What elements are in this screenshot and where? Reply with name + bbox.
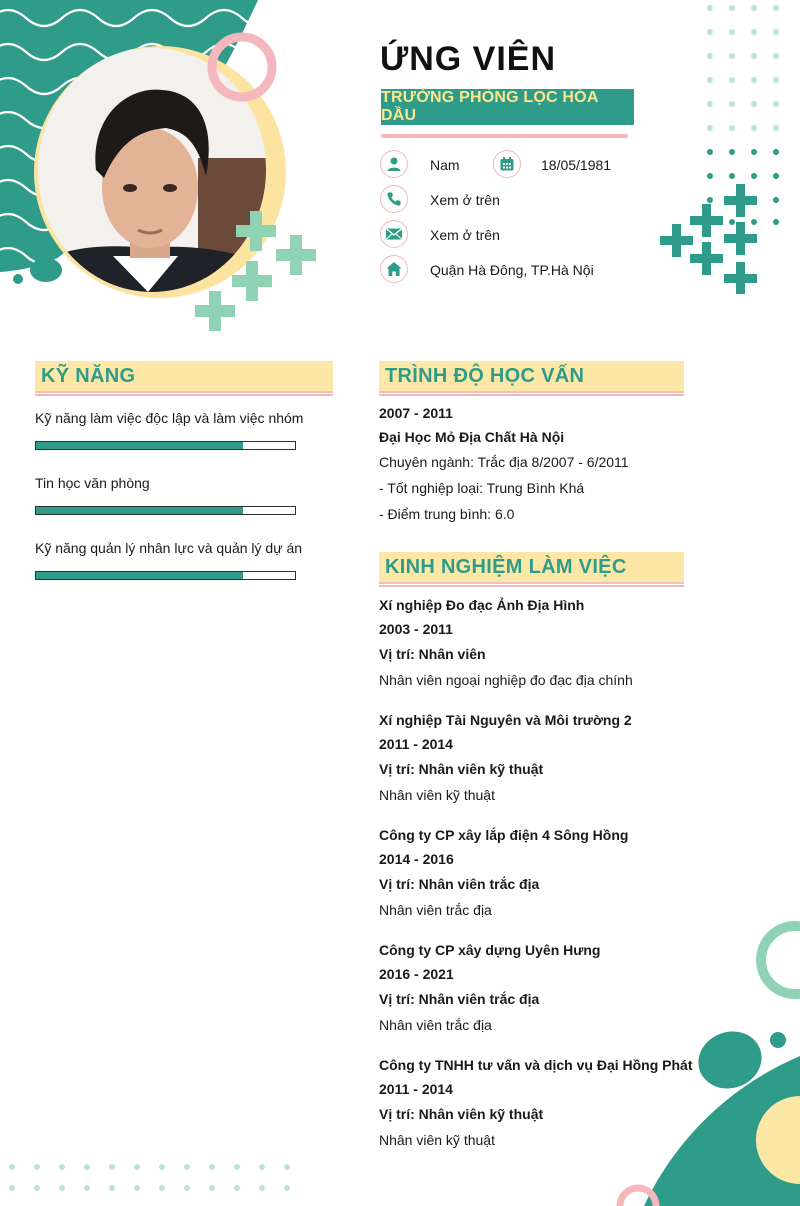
experience-title-underline (379, 585, 684, 587)
experience-position: Vị trí: Nhân viên kỹ thuật (379, 1106, 544, 1122)
skill-progress-fill (36, 442, 243, 449)
experience-company: Công ty CP xây dựng Uyên Hưng (379, 942, 601, 958)
skill-progress-bar (35, 571, 296, 580)
decor-mint-plus-group (190, 205, 335, 335)
candidate-name: ỨNG VIÊN (380, 40, 557, 78)
experience-position: Vị trí: Nhân viên kỹ thuật (379, 761, 544, 777)
email-text: Xem ở trên (430, 227, 500, 243)
decor-pink-ring (205, 30, 281, 106)
title-underline (381, 134, 628, 138)
education-title-underline (379, 394, 684, 396)
phone-icon (380, 185, 408, 213)
experience-company: Công ty CP xây lắp điện 4 Sông Hồng (379, 827, 629, 843)
experience-title: KINH NGHIỆM LÀM VIỆC (379, 552, 684, 582)
job-title: TRƯỞNG PHÒNG LỌC HÓA DẦU (381, 89, 634, 125)
decor-dots-bottom-left (0, 1155, 300, 1206)
experience-company: Xí nghiệp Đo đạc Ảnh Địa Hình (379, 597, 585, 613)
experience-position: Vị trí: Nhân viên trắc địa (379, 876, 540, 892)
skill-progress-bar (35, 441, 296, 450)
home-icon (380, 255, 408, 283)
experience-period: 2014 - 2016 (379, 851, 454, 867)
phone-text: Xem ở trên (430, 192, 500, 208)
education-title: TRÌNH ĐỘ HỌC VẤN (379, 361, 684, 391)
skill-progress-fill (36, 572, 243, 579)
person-icon (380, 150, 408, 178)
skills-title: KỸ NĂNG (35, 361, 333, 391)
education-grade: - Tốt nghiệp loại: Trung Bình Khá (379, 480, 585, 496)
experience-description: Nhân viên ngoại nghiệp đo đạc địa chính (379, 672, 633, 688)
education-major: Chuyên ngành: Trắc địa 8/2007 - 6/2011 (379, 454, 629, 470)
experience-company: Xí nghiệp Tài Nguyên và Môi trường 2 (379, 712, 632, 728)
education-gpa: - Điểm trung bình: 6.0 (379, 506, 515, 522)
experience-period: 2016 - 2021 (379, 966, 454, 982)
experience-description: Nhân viên trắc địa (379, 1017, 492, 1033)
education-period: 2007 - 2011 (379, 405, 453, 421)
birthdate-text: 18/05/1981 (541, 157, 612, 173)
calendar-icon (493, 150, 521, 178)
experience-description: Nhân viên kỹ thuật (379, 787, 495, 803)
skill-name: Kỹ năng quản lý nhân lực và quản lý dự án (35, 540, 303, 556)
gender-text: Nam (430, 157, 460, 173)
address-text: Quận Hà Đông, TP.Hà Nội (430, 262, 594, 278)
skill-name: Kỹ năng làm việc độc lập và làm việc nhóm (35, 410, 304, 426)
experience-company: Công ty TNHH tư vấn và dịch vụ Đại Hồng Phát (379, 1057, 693, 1073)
experience-period: 2003 - 2011 (379, 621, 453, 637)
education-school: Đại Học Mỏ Địa Chất Hà Nội (379, 429, 565, 445)
experience-period: 2011 - 2014 (379, 736, 453, 752)
experience-period: 2011 - 2014 (379, 1081, 453, 1097)
skills-title-underline (35, 394, 333, 396)
skill-name: Tin học văn phòng (35, 475, 150, 491)
experience-position: Vị trí: Nhân viên (379, 646, 486, 662)
envelope-icon (380, 220, 408, 248)
experience-description: Nhân viên kỹ thuật (379, 1132, 495, 1148)
skill-progress-fill (36, 507, 243, 514)
decor-teal-plus-group (660, 182, 765, 294)
experience-description: Nhân viên trắc địa (379, 902, 492, 918)
skill-progress-bar (35, 506, 296, 515)
experience-position: Vị trí: Nhân viên trắc địa (379, 991, 540, 1007)
